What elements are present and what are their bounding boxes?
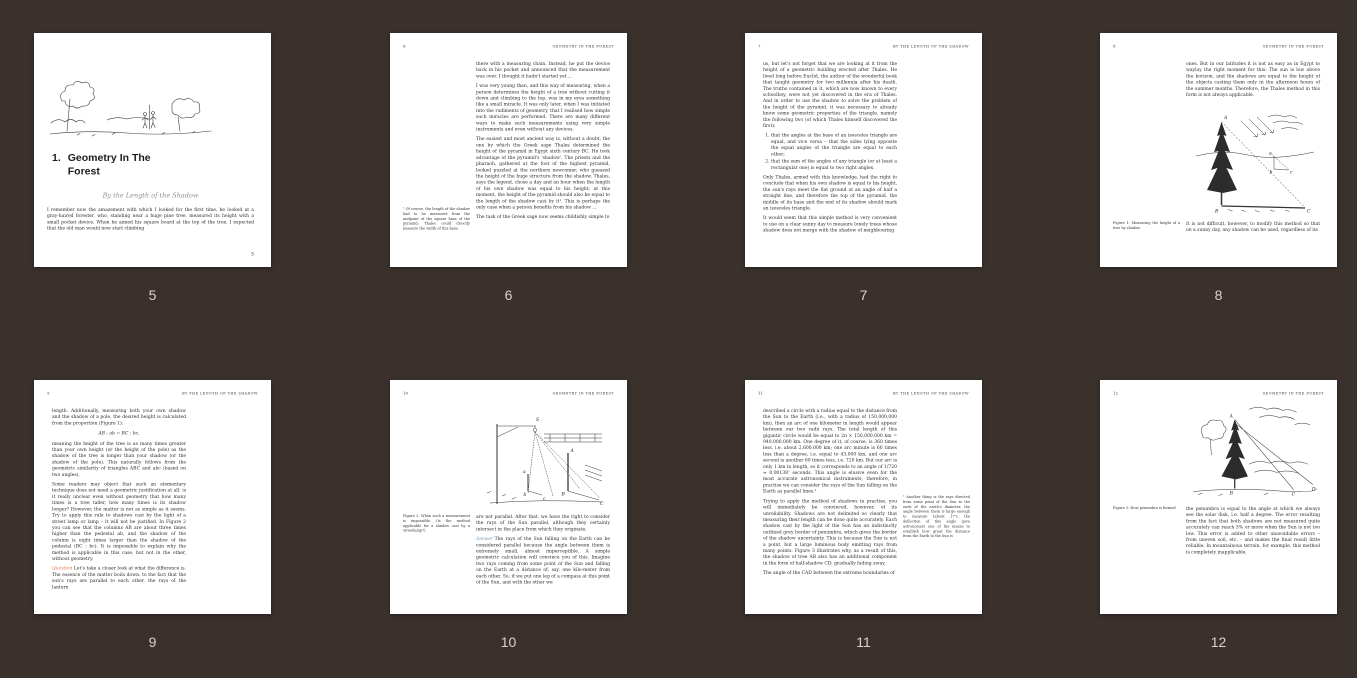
paragraph: Some readers may object that such an elementary technique does not need a geometric justification at all: is it really unclear even without geometry that how many times is a tree taller, how many times is its shadow longer? However, the matter is not as simple as it seems. Try to apply this rule to shadows cast by the light of a street lamp or lamp – it will not be justified. In Figure 2 you can see that the columns AB are about three times higher than the pedestal ab, and the shadow of the column is eight times larger than the shadow of the pedestal (BC : bc). It is impossible to explain why the method is applicable in this case, but not in the other, without geometry.: [52, 482, 186, 562]
chapter-subtitle: By the Length of the Shadow: [102, 192, 199, 200]
running-head-title: GEOMETRY IN THE FOREST: [552, 44, 614, 49]
main-text-column: [476, 514, 610, 589]
page-slot-11: [745, 380, 982, 650]
margin-sidenote: ² Another thing is the rays directed from some point of the Sun to the ends of the earth's diameter, the angle between them is large enough to measure (about 17″); the deflection of this angle gave astronomers one of the means to establish how great the distance from the Earth to the Sun is: [903, 495, 970, 539]
running-head-title: GEOMETRY IN THE FOREST: [1262, 391, 1324, 396]
answer-text: The rays of the Sun falling on the Earth can be considered parallel because the angle between them is extremely small, almost imperceptible. A simple geometric calculation will convince you of this. Imagine two rays coming from some point of the Sun and falling on the Earth at a distance of, say, one kilo-meter from each other. So, if we put one leg of a compass at this point of the Sun, and with the other we: [476, 536, 610, 586]
figure-label-A: A: [570, 449, 574, 454]
main-text-column: [52, 408, 186, 594]
figure3-caption: Figure 3: How penumbra is formed: [1113, 506, 1176, 510]
paragraph: described a circle with a radius equal to the distance from the Sun to the Earth (i.e., with a radius of 150,000,000 km), then an arc of one kilometer in length would appear between our two radii rays. The total length of this gigantic circle would be equal to 2π × 150,000,000 km = 940,000,000 km. One degree of it, of course, is 360 times less, i.e. about 2,600,000 km; one arc minute is 60 times less than a degree, i.e. equal to 43,000 km, and one arc second is another 60 times less, i.e. 720 km. But our arc is only 1 km in length, so it corresponds to an angle of 1/720 ≈ 0.00138″ seconds. This angle is elusive even for the most accurate astronomical instruments; therefore, in practise we can consider the rays of the Sun falling on the Earth as parallel lines.²: [763, 408, 897, 495]
page-thumbnail-7[interactable]: [745, 33, 982, 267]
paragraph: are not parallel. After that, we have the right to consider the rays of the Sun parallel, although they certainly intersect in the place from which they originate.: [476, 514, 610, 532]
page-slot-9: [34, 380, 271, 650]
running-head: [1113, 44, 1324, 49]
figure-label-b: b: [523, 493, 527, 498]
paragraph: Only Thales, armed with this knowledge, had the right to conclude that when his own shadow is equal to his height, the sun's rays meet the flat ground at an angle of half a straight line, and therefore the top of the pyramid, the middle of its base and the end of its shadow should mark an isosceles triangle.: [763, 174, 897, 211]
figure-label-B: B: [561, 492, 565, 498]
numbered-list: [763, 133, 897, 171]
page-folio: 8: [1113, 44, 1116, 49]
paragraph: The easiest and most ancient way is, without a doubt, the one by which the Greek sage Thales determined the height of the pyramid in Egypt sixth century BC. He took advantage of the pyramid's 'shadow'. The priests and the pharaoh, gathered at the foot of the highest pyramid, looked puzzled at the northern newcomer, who guessed the height of the huge structure from the shadow. Thales, says the legend, chose a day and an hour when the length of his own shadow was equal to his height; at this moment, the height of the pyramid should also be equal to the length of the shadow cast by it¹. This is perhaps the only case when a person benefits from his shadow ...: [476, 136, 610, 210]
running-head: [758, 44, 969, 49]
running-head-title: GEOMETRY IN THE FOREST: [1262, 44, 1324, 49]
figure-label-B: B: [1229, 491, 1233, 497]
page-8-content: [1100, 33, 1337, 267]
chapter-title-line1: Geometry In The: [67, 152, 151, 164]
answer-paragraph: [476, 536, 610, 586]
page-folio: 9: [47, 391, 50, 396]
page-slot-7: [745, 33, 982, 303]
page-5-content: [34, 33, 271, 267]
page-slot-10: [390, 380, 627, 650]
page-10-content: [390, 380, 627, 614]
figure-label-c: c: [1290, 170, 1293, 176]
page-slot-5: [34, 33, 271, 303]
paragraph: It would seem that this simple method is very convenient to use on a clear sunny day to measure lonely trees whose shadow does not merge with the shadow of neighbouring: [763, 215, 897, 234]
main-text-column-2: [1186, 221, 1320, 237]
figure-label-C: C: [1307, 209, 1311, 214]
running-head: [403, 391, 614, 396]
figure-label-A: A: [1224, 116, 1228, 121]
chapter-title-line2: Forest: [67, 165, 100, 178]
thumbnail-label-6: 6: [504, 287, 513, 303]
figure-label-C: C: [1291, 492, 1296, 498]
thumbnail-label-9: 9: [148, 634, 157, 650]
figure3-penumbra-illustration: [1188, 402, 1320, 500]
running-head-title: GEOMETRY IN THE FOREST: [552, 391, 614, 396]
answer-label: Answer: [476, 536, 494, 542]
paragraph: us, but let's not forget that we are looking at it from the height of a geometric building erected after Thales. He lived long before Euclid, the author of the wonderful book that taught geometry for two millennia after his death. The truths contained in it, which are now known to every schoolboy, were not yet discovered in the era of Thales. And in order to use the shadow to solve the problem of the height of the pyramid, it was necessary to already know some geometric properties of the triangle, namely the following two (of which Thales himself discovered the first):: [763, 61, 897, 129]
main-text-column: [1186, 506, 1320, 559]
figure-label-b: b: [1269, 170, 1273, 176]
margin-footnote: ¹ Of course, the length of the shadow had to be measured from the midpoint of the square base of the pyramid; Thales could directly measure the width of this base.: [403, 207, 470, 231]
page-12-content: [1100, 380, 1337, 614]
page-thumbnail-6[interactable]: [390, 33, 627, 267]
page-folio: 10: [403, 391, 409, 396]
page-folio: 11: [758, 391, 764, 396]
question-paragraph: [52, 566, 186, 591]
thumbnail-label-7: 7: [859, 287, 868, 303]
paragraph: I was very young then, and this way of measuring, when a person determines the height of a tree without cutting it down and climbing to the top, was in my eyes something like a small miracle. It was only later, when I was initiated into the rudiments of geometry, that I realised how simple such miracles are performed. There are many different ways to make such measurements using very simple instruments and even without any devices.: [476, 83, 610, 133]
running-head: [1113, 391, 1324, 396]
chapter-forest-illustration: [47, 74, 214, 143]
question-text: Let's take a closer look at what the difference is. The essence of the matter boils down. to the fact that the sun's rays are parallel to each other, the rays of the lantern: [52, 566, 186, 590]
paragraph: the penumbra is equal to the angle at which we always see the solar disk, i.e. half a degree. The error resulting from the fact that both shadows are not measured quite accurately can reach 5% or more when the Sun is not too low. This error is added to other unavoidable errors – from uneven soil, etc. – and makes the final result little reliable. In mountainous terrain, for example, this method is completely inapplicable.: [1186, 506, 1320, 555]
page-7-content: [745, 33, 982, 267]
paragraph: meaning the height of the tree is as many times greater than your own height (or the height of the pole) as the shadow of the tree is longer than your shadow (or the shadow of the pole). This naturally follows from the geometric similarity of triangles ABC and abc (based on two angles).: [52, 441, 186, 478]
page-folio: 7: [758, 44, 761, 49]
page-thumbnail-12[interactable]: [1100, 380, 1337, 614]
paragraph: It is not difficult, however, to modify this method so that on a sunny day, any shadow can be used, regardless of its: [1186, 221, 1320, 233]
page-thumbnail-10[interactable]: [390, 380, 627, 614]
figure-label-A: A: [1229, 414, 1233, 420]
chapter-number: 1.: [52, 152, 61, 164]
figure2-streetlamp-illustration: [478, 405, 608, 508]
figure-label-D: D: [1311, 487, 1316, 493]
page-folio: 12: [1113, 391, 1119, 396]
page-11-content: [745, 380, 982, 614]
page-slot-12: [1100, 380, 1337, 650]
page-6-content: [390, 33, 627, 267]
list-item: 1. that the angles at the base of an isosceles triangle are equal, and vice versa – that the sides lying opposite the equal angles of the triangle are equal to each other;: [771, 133, 897, 158]
figure-label-a: a: [523, 470, 526, 475]
page-folio: 5: [251, 252, 254, 257]
page-folio: 6: [403, 44, 406, 49]
running-head: [758, 391, 969, 396]
page-slot-8: [1100, 33, 1337, 303]
body-text: I remember now the amazement with which I looked for the first time, he looked at a gray-haired forester, who, standing near a huge pine tree, measured its height with a small pocket device. When he aimed his square board at the top of the tree, I expected that the old man would now start climbing: [47, 207, 254, 232]
page-9-content: [34, 380, 271, 614]
running-head: [47, 391, 258, 396]
main-text-column: [763, 408, 897, 580]
thumbnail-label-11: 11: [856, 634, 871, 650]
running-head-title: BY THE LENGTH OF THE SHADOW: [182, 391, 258, 396]
main-text-column: [476, 61, 610, 224]
list-item: 2. that the sum of the angles of any triangle (or at least a rectangular one) is equal to two right angles.: [771, 159, 897, 171]
running-head-title: BY THE LENGTH OF THE SHADOW: [893, 391, 969, 396]
main-text-column: [763, 61, 897, 237]
paragraph: ones. But in our latitudes it is not as easy as in Egypt to waylay the right moment for this: The sun is low above the horizon, and the shadows are equal to the height of the objects casting them only in the afternoon hours of the summer months. Therefore, the Thales method in this form is not always applicable.: [1186, 61, 1320, 98]
figure2-caption: Figure 2: When such a measurement is impossible. (Is the method applicable for a shadow cast by a streetlamp?): [403, 514, 470, 533]
paragraph: The angle of the CAD between the extreme boundaries of: [763, 570, 895, 576]
figure1-tree-shadow-illustration: [1193, 108, 1317, 214]
paragraph: there with a measuring chain. Instead, he put the device back in his pocket and announced that the measurement was over. I thought it hadn't started yet ...: [476, 61, 610, 79]
proportion-formula: AB : ab = BC : bc,: [98, 431, 140, 437]
page-thumbnail-9[interactable]: [34, 380, 271, 614]
thumbnail-label-8: 8: [1214, 287, 1223, 303]
thumbnail-label-10: 10: [500, 634, 517, 650]
page-thumbnail-11[interactable]: [745, 380, 982, 614]
figure-label-B: B: [1215, 209, 1219, 214]
thumbnail-label-5: 5: [148, 287, 157, 303]
figure-label-C: C: [600, 502, 604, 507]
thumbnail-label-12: 12: [1210, 634, 1227, 650]
figure-label-S: S: [536, 418, 540, 423]
figure-label-a: a: [1269, 151, 1272, 157]
main-text-column: [1186, 61, 1320, 102]
page-thumbnail-5[interactable]: [34, 33, 271, 267]
question-label: Question: [52, 566, 73, 572]
page-thumbnail-8[interactable]: [1100, 33, 1337, 267]
paragraph: Trying to apply the method of shadows in practise, you will immediately be convinced, however, of its unreliability. Shadows are not delimited so clearly that measuring their length can be done quite accurately. Each shadow cast by the light of the Sun has an indistinctly outlined grey border of penumbra, which gives the border of the shadow uncertainty. This is because the Sun is not a point, but a large luminous body emitting rays from many points. Figure 3 illustrates why, as a result of this, the shadow of tree AB also has an additional component in the form of half-shadow CD, gradually fading away.: [763, 498, 897, 566]
paragraph: length. Additionally, measuring both your own shadow and the shadow of a pole, the desired height is calculated from the proportion (Figure 1):: [52, 408, 186, 426]
page-slot-6: [390, 33, 627, 303]
paragraph: The task of the Greek sage now seems childishly simple to: [476, 214, 610, 220]
figure-label-c: c: [543, 497, 546, 502]
chapter-heading: [52, 151, 151, 178]
figure1-caption: Figure 1: Measuring the height of a tree by shadow: [1113, 221, 1180, 230]
running-head: [403, 44, 614, 49]
running-head-title: BY THE LENGTH OF THE SHADOW: [893, 44, 969, 49]
